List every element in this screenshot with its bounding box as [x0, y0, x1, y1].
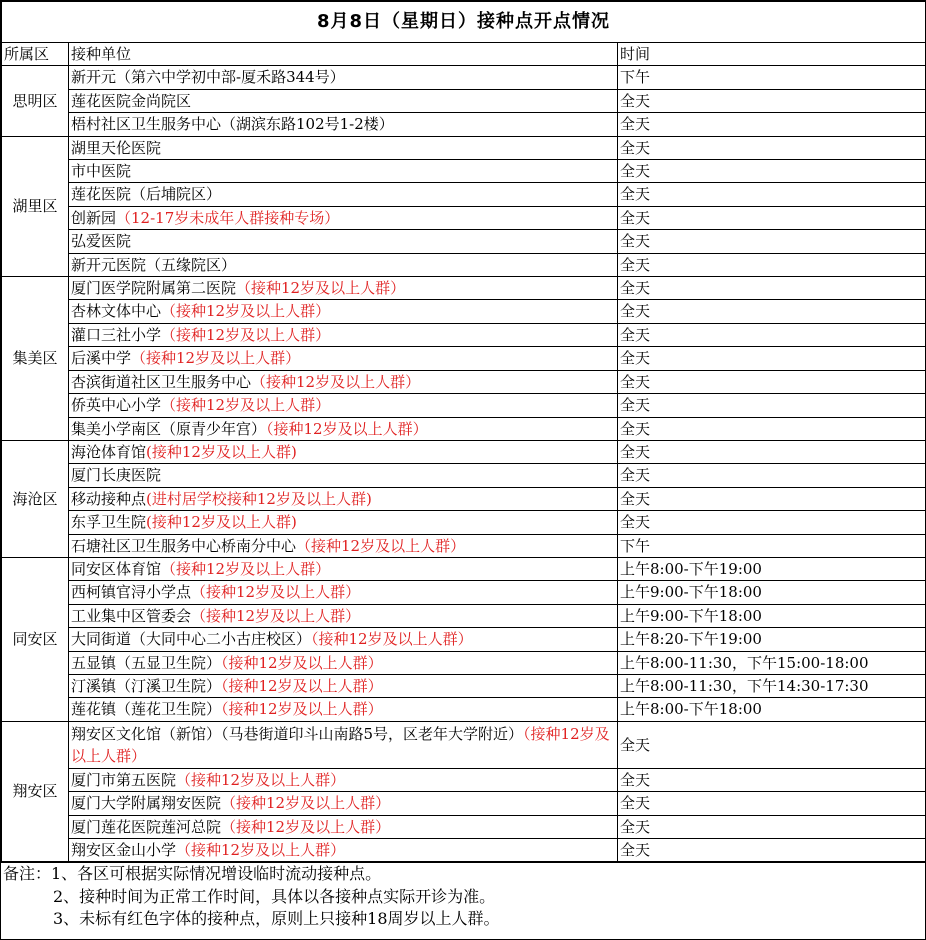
table-row [2, 347, 926, 370]
site-name: 五显镇（五显卫生院） [71, 653, 222, 672]
table-row [2, 815, 926, 838]
time-cell: 上午8:00-下午18:00 [618, 698, 926, 721]
unit-cell [69, 113, 618, 136]
site-name: 湖里天伦医院 [71, 138, 162, 157]
time-cell: 全天 [618, 347, 926, 370]
time-cell: 全天 [618, 815, 926, 838]
time-cell: 上午9:00-下午18:00 [618, 604, 926, 627]
unit-cell [69, 394, 618, 417]
unit-cell [69, 300, 618, 323]
time-cell: 全天 [618, 464, 926, 487]
site-note: （接种12岁及以上人群） [191, 606, 361, 625]
header-unit: 接种单位 [69, 43, 618, 66]
site-name: 后溪中学 [71, 349, 132, 368]
site-note: （接种12岁及以上人群） [236, 279, 406, 298]
remark-line: 3、未标有红色字体的接种点，原则上只接种18周岁以上人群。 [53, 909, 500, 929]
unit-cell [69, 792, 618, 815]
site-name: 灌口三社小学 [71, 325, 162, 344]
remark-line: 2、接种时间为正常工作时间，具体以各接种点实际开诊为准。 [53, 886, 496, 906]
time-cell: 下午 [618, 66, 926, 89]
unit-cell [69, 581, 618, 604]
unit-cell [69, 464, 618, 487]
table-row [2, 792, 926, 815]
table-row [2, 230, 926, 253]
unit-cell [69, 417, 618, 440]
time-cell: 全天 [618, 230, 926, 253]
table-row [2, 721, 926, 768]
unit-cell [69, 557, 618, 580]
table-row [2, 534, 926, 557]
district-cell: 集美区 [2, 277, 69, 441]
unit-cell [69, 440, 618, 463]
time-cell: 上午8:00-11:30，下午14:30-17:30 [618, 674, 926, 697]
sites-body [2, 66, 926, 862]
table-row [2, 323, 926, 346]
time-cell: 全天 [618, 160, 926, 183]
site-name: 大同街道（大同中心二小古庄校区） [71, 630, 312, 649]
site-note: （接种12岁及以上人群） [221, 653, 383, 672]
table-row [2, 300, 926, 323]
page-title: 8月8日（星期日）接种点开点情况 [2, 2, 926, 43]
unit-cell [69, 323, 618, 346]
site-name: 新开元（第六中学初中部-厦禾路344号） [71, 68, 345, 87]
table-row [2, 464, 926, 487]
site-note: （接种12岁及以上人群） [176, 841, 346, 859]
header-row [2, 43, 926, 66]
time-cell: 全天 [618, 136, 926, 159]
site-note: （接种12岁及以上人群） [221, 700, 383, 719]
site-note: （接种12岁及以上人群） [161, 325, 331, 344]
site-note: （接种12岁及以上人群） [176, 770, 346, 789]
site-note: （接种12岁及以上人群） [161, 396, 331, 415]
unit-cell [69, 768, 618, 791]
site-name: 工业集中区管委会 [71, 606, 192, 625]
site-name: 市中医院 [71, 162, 132, 181]
site-name: 海沧体育馆 [71, 442, 147, 461]
table-row [2, 277, 926, 300]
site-note: (接种12岁及以上人群) [146, 513, 297, 532]
table-row [2, 604, 926, 627]
table-row [2, 160, 926, 183]
time-cell: 全天 [618, 253, 926, 276]
table-row [2, 674, 926, 697]
time-cell: 上午8:00-下午19:00 [618, 557, 926, 580]
site-name: 翔安区文化馆（新馆）（马巷街道印斗山南路5号，区老年大学附近） [71, 724, 524, 743]
time-cell: 上午8:20-下午19:00 [618, 628, 926, 651]
time-cell: 全天 [618, 768, 926, 791]
unit-cell [69, 89, 618, 112]
table-row [2, 253, 926, 276]
table-row [2, 417, 926, 440]
time-cell: 全天 [618, 394, 926, 417]
header-time: 时间 [618, 43, 926, 66]
unit-cell [69, 651, 618, 674]
time-cell: 全天 [618, 721, 926, 768]
site-name: 石塘社区卫生服务中心桥南分中心 [71, 536, 297, 555]
time-cell: 全天 [618, 839, 926, 862]
site-note: （接种12岁及以上人群） [311, 630, 473, 649]
table-row [2, 394, 926, 417]
time-cell: 全天 [618, 113, 926, 136]
table-row [2, 113, 926, 136]
unit-cell [69, 698, 618, 721]
unit-cell [69, 230, 618, 253]
unit-cell [69, 347, 618, 370]
site-name: 翔安区金山小学 [71, 841, 177, 859]
site-name: 同安区体育馆 [71, 559, 162, 578]
site-note: （接种12岁及以上人群） [161, 302, 331, 321]
time-cell: 全天 [618, 323, 926, 346]
time-cell: 下午 [618, 534, 926, 557]
site-note: （接种12岁及以上人群） [71, 724, 610, 765]
site-name: 梧村社区卫生服务中心（湖滨东路102号1-2楼） [71, 115, 394, 134]
unit-cell [69, 511, 618, 534]
time-cell: 全天 [618, 487, 926, 510]
unit-cell [69, 66, 618, 89]
unit-cell [69, 206, 618, 229]
time-cell: 全天 [618, 300, 926, 323]
table-row [2, 768, 926, 791]
unit-cell [69, 136, 618, 159]
time-cell: 全天 [618, 89, 926, 112]
table-row [2, 487, 926, 510]
site-note: （接种12岁及以上人群） [161, 559, 331, 578]
district-cell: 同安区 [2, 557, 69, 721]
site-name: 杏滨街道社区卫生服务中心 [71, 372, 252, 391]
site-note: (接种12岁及以上人群) [146, 442, 297, 461]
time-cell: 全天 [618, 511, 926, 534]
site-note: （接种12岁及以上人群） [296, 536, 466, 555]
site-name: 汀溪镇（汀溪卫生院） [71, 676, 222, 695]
unit-cell [69, 487, 618, 510]
district-cell: 思明区 [2, 66, 69, 136]
site-name: 莲花镇（莲花卫生院） [71, 700, 222, 719]
time-cell: 全天 [618, 440, 926, 463]
site-note: （接种12岁及以上人群） [266, 419, 428, 438]
unit-cell [69, 370, 618, 393]
time-cell: 全天 [618, 206, 926, 229]
site-name: 莲花医院金尚院区 [71, 91, 192, 110]
time-cell: 全天 [618, 792, 926, 815]
table-row [2, 581, 926, 604]
site-note: (进村居学校接种12岁及以上人群) [146, 489, 372, 508]
site-note: （接种12岁及以上人群） [221, 817, 391, 836]
site-name: 创新园 [71, 208, 117, 227]
unit-cell [69, 839, 618, 862]
table-row [2, 370, 926, 393]
time-cell: 上午8:00-11:30，下午15:00-18:00 [618, 651, 926, 674]
header-district: 所属区 [2, 43, 69, 66]
district-cell: 海沧区 [2, 440, 69, 557]
site-name: 新开元医院（五缘院区） [71, 255, 237, 274]
site-note: （接种12岁及以上人群） [221, 676, 383, 695]
unit-cell [69, 628, 618, 651]
time-cell: 全天 [618, 417, 926, 440]
table-row [2, 628, 926, 651]
time-cell: 全天 [618, 277, 926, 300]
unit-cell [69, 721, 618, 768]
remarks [1, 862, 925, 930]
site-name: 集美小学南区（原青少年宫） [71, 419, 267, 438]
unit-cell [69, 160, 618, 183]
unit-cell [69, 534, 618, 557]
table-row [2, 440, 926, 463]
time-cell: 全天 [618, 370, 926, 393]
site-note: （12-17岁未成年人群接种专场） [116, 208, 340, 227]
table-row [2, 839, 926, 862]
time-cell: 全天 [618, 183, 926, 206]
sites-table [1, 1, 926, 862]
table-row [2, 651, 926, 674]
unit-cell [69, 253, 618, 276]
time-cell: 上午9:00-下午18:00 [618, 581, 926, 604]
site-name: 莲花医院（后埔院区） [71, 185, 222, 204]
district-cell: 湖里区 [2, 136, 69, 276]
site-name: 弘爱医院 [71, 232, 132, 251]
table-row [2, 511, 926, 534]
table-row [2, 136, 926, 159]
title-row [2, 2, 926, 43]
site-name: 厦门医学院附属第二医院 [71, 279, 237, 298]
site-note: （接种12岁及以上人群） [191, 583, 361, 602]
table-row [2, 206, 926, 229]
unit-cell [69, 674, 618, 697]
table-row [2, 698, 926, 721]
site-name: 厦门大学附属翔安医院 [71, 794, 222, 813]
unit-cell [69, 604, 618, 627]
site-name: 厦门莲花医院莲河总院 [71, 817, 222, 836]
site-name: 东孚卫生院 [71, 513, 147, 532]
site-note: （接种12岁及以上人群） [251, 372, 421, 391]
remark-line: 备注：1、各区可根据实际情况增设临时流动接种点。 [3, 864, 382, 884]
site-note: （接种12岁及以上人群） [221, 794, 391, 813]
site-name: 西柯镇官浔小学点 [71, 583, 192, 602]
district-cell: 翔安区 [2, 721, 69, 862]
site-name: 厦门长庚医院 [71, 466, 162, 485]
site-note: （接种12岁及以上人群） [131, 349, 301, 368]
unit-cell [69, 815, 618, 838]
table-row [2, 183, 926, 206]
site-name: 厦门市第五医院 [71, 770, 177, 789]
site-name: 杏林文体中心 [71, 302, 162, 321]
table-row [2, 89, 926, 112]
unit-cell [69, 183, 618, 206]
table-row [2, 66, 926, 89]
unit-cell [69, 277, 618, 300]
site-name: 移动接种点 [71, 489, 147, 508]
table-row [2, 557, 926, 580]
site-name: 侨英中心小学 [71, 396, 162, 415]
